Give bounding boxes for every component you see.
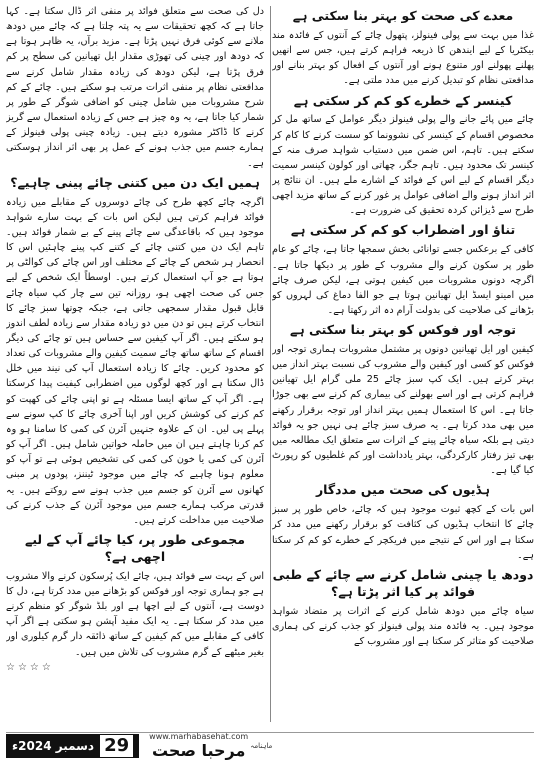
section-text-overall: اس کے بہت سے فوائد ہیں، چائے ایک پُرسکون کرنے والا مشروب ہے جو ہماری توجہ اور فوکس کو بڑھانے میں مدد کرتا ہے، دل کا دوست ہے، آنتوں کے لیے اچھا ہے اور بلڈ شوگر کو منظم کرنے میں مدد کر سکتا ہے۔ یہ ایک مفید آپشن ہو سکتی ہے اگر آپ کافی کے مقابلے میں کم کیفین کے ساتھ ذائقہ دار گرم کیلوری اور بغیر میٹھے کے گرم مشروب کی تلاش میں ہیں۔ [6, 570, 264, 658]
section-text-cancer-risk: چائے میں پائے جانے والے پولی فینولز دیگر عوامل کے ساتھ مل کر مخصوص اقسام کے کینسر کی نشوونما کو سست کرنے کا کام کر سکتے ہیں۔ تاہم، اس ضمن میں دستیاب شواہد صرف منہ کے کینسر تک محدود ہیں۔ تاہم جگر، چھاتی اور کولون کینسر سمیت دیگر اقسام کے لیے اس کے فوائد کے اشارے ملے ہیں۔ ان نتائج پر اثر انداز ہونے والے اضافی عوامل پر غور کرنے کے ساتھ مزید اچھی طرح سے ڈیزائن کردہ تحقیق کی ضرورت ہے۔ [272, 114, 534, 217]
issue-badge [6, 734, 139, 758]
section-text-bone-health: اس بات کے کچھ ثبوت موجود ہیں کہ چائے، خاص طور پر سبز چائے کا انتخاب ہڈیوں کی کثافت کو برقرار رکھنے میں مدد کر سکتا ہے اور اس کے نتیجے میں فریکچر کے خطرے کو کم کر سکتا ہے۔ [272, 504, 534, 561]
section-heading-overall: مجموعی طور پر، کیا چائے آپ کے لیے اچھی ہے؟ [25, 532, 245, 564]
section-heading-how-much-tea: ہمیں ایک دن میں کتنی چائے پینی چاہیے؟ [10, 174, 260, 190]
column-divider [270, 6, 271, 722]
magazine-branding [149, 732, 248, 760]
magazine-name: مرحبا صحت [151, 741, 246, 760]
frequency-label: ماہنامہ [250, 742, 273, 750]
left-column [6, 4, 264, 726]
issue-date: دسمبر 2024ء [12, 739, 95, 753]
section-heading-focus: توجہ اور فوکس کو بہتر بنا سکتی ہے [290, 322, 516, 338]
section-text-continuation: دل کی صحت سے متعلق فوائد پر منفی اثر ڈال سکتا ہے۔ کہا جاتا ہے کہ کچھ تحقیقات سے یہ پتہ چلتا ہے کہ چائے میں دودھ ملانے سے کوئی فرق نہیں پڑتا ہے۔ مزید برآں، یہ ظاہر ہوتا ہے کہ دودھ اور چینی کی تھوڑی مقدار ایل تھیانین کی سطح پر کم فرق پڑتا ہے، لیکن دودھ کی زیادہ مقدار شامل کرنے سے مدافعتی نظام پر منفی اثرات مرتب ہو سکتے ہیں۔ چائے کے کم شرح مشروبات میں شامل چینی کو اضافی شوگر کے طور پر شمار کیا جاتا ہے، یہ وہ چیز ہے جس کے زیادہ استعمال سے گریز کرنے کا ڈاکٹر مشورہ دیتے ہیں۔ زیادہ چینی پولی فینولز کے ہمارے جسم میں جذب ہونے کے عمل پر بھی اثر انداز ہوسکتی ہے۔ [6, 6, 264, 169]
section-heading-cancer-risk: کینسر کے خطرے کو کم کر سکتی ہے [293, 92, 513, 108]
section-text-gut-health: غذا میں بہت سے پولی فینولز، پتھول چائے کے آنتوں کے فائدہ مند بیکٹریا کے لیے ایندھن کا ذریعہ فراہم کرتے ہیں، جس سے انھیں پھلنے پھولنے اور متنوع ہونے اور آنتوں کے افعال کو بہتر بنانے اور مدافعتی نظام کو تبدیل کرنے میں مدد ملتی ہے۔ [272, 29, 534, 87]
section-heading-stress: تناؤ اور اضطراب کو کم کر سکتی ہے [290, 222, 516, 238]
section-text-focus: کیفین اور ایل تھیانین دونوں پر مشتمل مشروبات ہماری توجہ اور فوکس کو کسی اور کیفین والے مشروب کی نسبت بہتر انداز میں بہتر کرتے ہیں۔ ایک کپ سبز چائے 25 ملی گرام ایل تھیانین فراہم کرتی ہے اور اسے بھولنے کی بیماری کم کرنے سے بھی جوڑا جاتا ہے۔ اس کا استعمال ہمیں بہتر انداز اور توجہ برقرار رکھنے میں بھی مدد کرتا ہے۔ یہ صرف سبز چائے ہی نہیں جو یہ فوائد دیتی ہے بلکہ سیاہ چائے پینے کے اثرات سے متعلق ایک مطالعہ میں بھی تیز رفتار کارکردگی، بہتر یادداشت اور کم غلطیوں کو رپورٹ کیا گیا ہے۔ [272, 344, 534, 477]
section-heading-milk-sugar: دودھ یا چینی شامل کرنے سے چائے کے طبی فوائد پر کیا اثر پڑتا ہے؟ [272, 566, 534, 599]
website-link[interactable]: www.marhabasehat.com [149, 732, 249, 741]
end-stars: ☆☆☆☆ [6, 661, 54, 673]
section-text-milk-sugar: سیاہ چائے میں دودھ شامل کرنے کے اثرات پر متضاد شواہد موجود ہیں۔ یہ فائدہ مند پولی فینولز کو جذب کرنے کی ہماری صلاحیت کو متاثر کر سکتا ہے اور مشروب کے [272, 605, 534, 647]
section-text-stress: کافی کے برعکس جسے توانائی بخش سمجھا جاتا ہے، چائے کو عام طور پر سکون کرنے والے مشروب کے طور پر دیکھا جاتا ہے۔ اگرچہ دونوں مشروبات میں کیفین ہوتی ہے، لیکن صرف چائے میں امینو ایسڈ ایل تھیانین ہوتا ہے جو الفا دماغ کی لہروں کو بڑھانے کی صلاحیت کی بدولت آرام دہ اثر رکھتا ہے۔ [272, 244, 534, 316]
page-footer [6, 732, 534, 759]
right-column [272, 4, 534, 726]
section-heading-gut-health: معدے کی صحت کو بہتر بنا سکتی ہے [292, 8, 514, 23]
page-number: 29 [100, 735, 133, 757]
section-text-how-much-tea: اگرچہ چائے کچھ طرح کی چائے دوسروں کے مقابلے میں زیادہ فوائد فراہم کرتی ہیں لیکن اس بات کے بہت سارے شواہد موجود ہیں کہ باقاعدگی سے چائے پینے کے بے شمار فوائد ہیں۔ تاہم ایک دن میں کتنی چائے کے کتنے کپ پینے چاہئیں اس کا انحصار ہر شخص کے چائے کے مختلف اور اس چائے کی کوالٹی پر ہوتا ہے جو آپ استعمال کرتے ہیں۔ اوسطاً ایک شخص کے لیے جس کی صحت اچھی ہو، روزانہ تین سے چار کپ سیاہ چائے قابل قبول مقدار سمجھی جاتی ہے، جبکہ چوتھا سبز چائے کا انتخاب کرتے ہیں تو دن میں دو زیادہ مقدار سے زیادہ لطف اندوز ہو سکتے ہیں۔ اگر آپ کیفین سے حساس ہیں تو چائے کی دیگر اقسام کے ساتھ ساتھ چائے سمیت کیفین والے مشروبات کی تعداد کو محدود کریں۔ چائے کا زیادہ استعمال آپ کی نیند میں خلل ڈال سکتا ہے اور کچھ لوگوں میں اضطرابی کیفیت پیدا کرسکتا ہے۔ اگر آپ کے ساتھ ایسا مسئلہ ہے تو اپنی چائے کی کھپت کو کم کرنے کی کوشش کریں اور اپنا آخری چائے کا کپ سونے سے پہلے پی لیں۔ ان کے علاوہ جنہیں آئرن کی کمی کا سامنا ہو وہ کم کرنا چاہتے ہیں ان میں حاملہ خواتین شامل ہیں۔ اگر آپ کو آئرن کی کمی یا خون کی کمی کی تشخیص ہوئی ہے تو آپ کو معلوم ہونا چاہیے کہ چائے میں موجود ٹیننز، پودوں پر مبنی کھانوں سے آئرن کو جسم میں جذب ہونے سے روکتے ہیں۔ یہ قدرتی مرکب ہمارے جسم میں موجود آئرن کے جذب کرنے کی صلاحیت میں مداخلت کرتے ہیں۔ [6, 196, 264, 526]
section-heading-bone-health: ہڈیوں کی صحت میں مددگار [315, 482, 490, 498]
